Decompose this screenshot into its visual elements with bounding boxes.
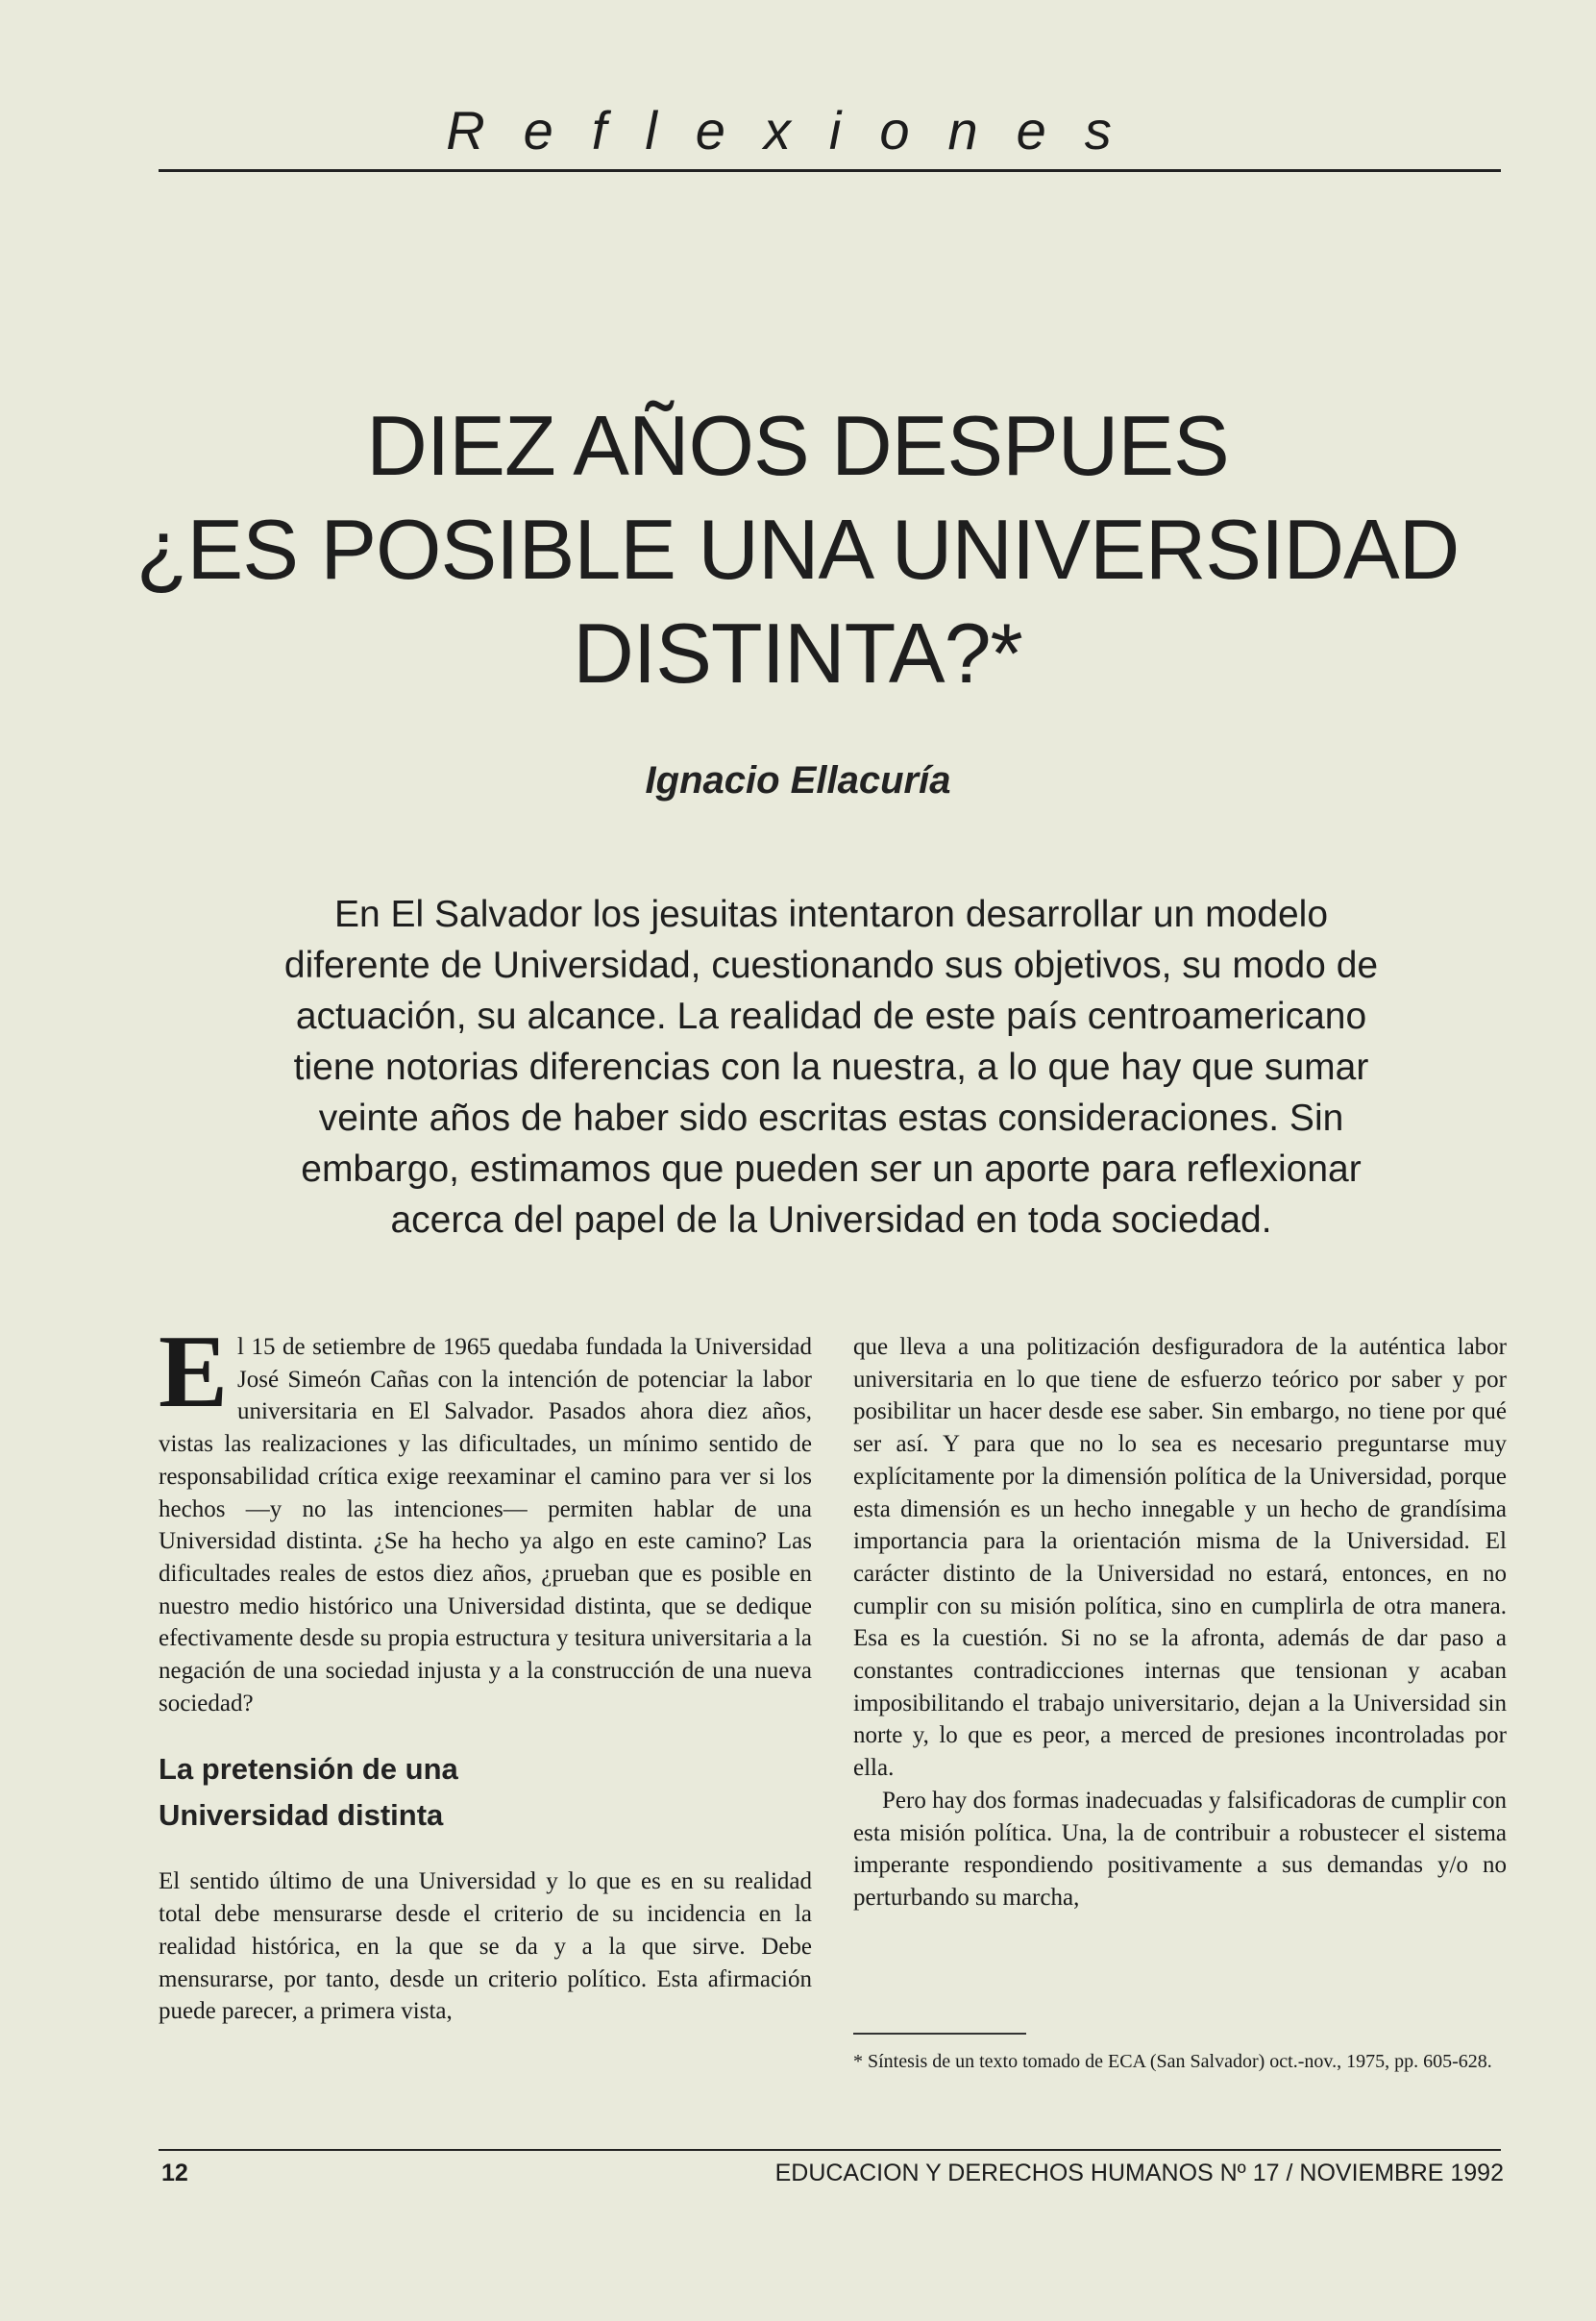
- intro-line: diferente de Universidad, cuestionando sus objetivos, su modo de: [283, 945, 1379, 986]
- intro-line: En El Salvador los jesuitas intentaron desarrollar un modelo: [333, 894, 1329, 935]
- body-paragraph: El sentido último de una Universidad y lo que es en su realidad total debe mensurarse desde el criterio de su incidencia en la realidad histórica, en la que se da y a la que sirve. Debe mensurarse, por tanto, desde un criterio político. Esta afirmación puede parecer, a primera vista,: [159, 1868, 812, 2025]
- page-number: 12: [161, 2160, 188, 2186]
- header-rule: [159, 169, 1501, 172]
- headline-line: DIEZ AÑOS DESPUES: [366, 398, 1229, 493]
- footer-rule: [159, 2149, 1501, 2151]
- subheading-line: Universidad distinta: [159, 1798, 444, 1833]
- journal-footer: EDUCACION Y DERECHOS HUMANOS Nº 17 / NOVIEMBRE 1992: [774, 2160, 1504, 2186]
- intro-deck: [159, 889, 1504, 1246]
- intro-line: veinte años de haber sido escritas estas consideraciones. Sin: [318, 1098, 1344, 1139]
- body-paragraph: que lleva a una politización desfiguradora de la auténtica labor universitaria en lo que tiene de esfuerzo teórico por saber y por posibilitar un hacer desde ese saber. Sin embargo, no tiene por qué ser así. Y para que no lo sea es necesario preguntarse muy explícitamente por la dimensión política de la Universidad, porque esta dimensión es un hecho innegable y un hecho de grandísima importancia para la orientación misma de la Universidad. El carácter distinto de la Universidad no estará, entonces, en no cumplir con su misión política, sino en cumplirla de otra manera. Esa es la cuestión. Si no se la afronta, además de dar paso a constantes contradicciones internas que tensionan y acaban imposibilitando el trabajo universitario, dejan a la Universidad sin norte y, lo que es peor, a merced de presiones incontroladas por ella.: [853, 1334, 1507, 1782]
- intro-line: acerca del papel de la Universidad en toda sociedad.: [390, 1199, 1272, 1241]
- headline-line: DISTINTA?*: [573, 605, 1022, 701]
- article-headline: [115, 394, 1480, 705]
- drop-cap: E: [159, 1315, 229, 1429]
- section-title: Reflexiones: [446, 100, 1150, 160]
- headline-line: ¿ES POSIBLE UNA UNIVERSIDAD: [135, 502, 1460, 597]
- subheading-line: La pretensión de una: [159, 1752, 458, 1787]
- body-paragraph: [159, 1315, 812, 1719]
- intro-line: tiene notorias diferencias con la nuestra, a lo que hay que sumar: [293, 1047, 1369, 1088]
- body-paragraph: Pero hay dos formas inadecuadas y falsificadoras de cumplir con esta misión política. Una, la de contribuir a robustecer el sistema imperante respondiendo positivamente a sus demandas y/o no perturbando su marcha,: [853, 1787, 1507, 1911]
- author-name: Ignacio Ellacuría: [645, 759, 951, 802]
- paragraph-text: l 15 de setiembre de 1965 quedaba fundada la Universidad José Simeón Cañas con la intención de potenciar la labor universitaria en El Salvador. Pasados ahora diez años, vistas las realizaciones y las dificultades, un mínimo sentido de responsabilidad crítica exige reexaminar el camino para ver si los hechos —y no las intenciones— permiten hablar de una Universidad distinta. ¿Se ha hecho ya algo en este camino? Las dificultades reales de estos diez años, ¿prueban que es posible en nuestro medio histórico una Universidad distinta, que se dedique efectivamente desde su propia estructura y tesitura universitaria a la negación de una sociedad injusta y a la construcción de una nueva sociedad?: [159, 1334, 812, 1716]
- intro-line: embargo, estimamos que pueden ser un aporte para reflexionar: [301, 1148, 1362, 1190]
- footnote: * Síntesis de un texto tomado de ECA (San Salvador) oct.-nov., 1975, pp. 605-628.: [853, 2051, 1492, 2072]
- subheading: [159, 1746, 812, 1839]
- intro-line: actuación, su alcance. La realidad de este país centroamericano: [295, 996, 1367, 1037]
- body-column-right: [853, 1331, 1507, 1914]
- footnote-rule: [853, 2033, 1026, 2035]
- body-column-left: [159, 1315, 812, 2028]
